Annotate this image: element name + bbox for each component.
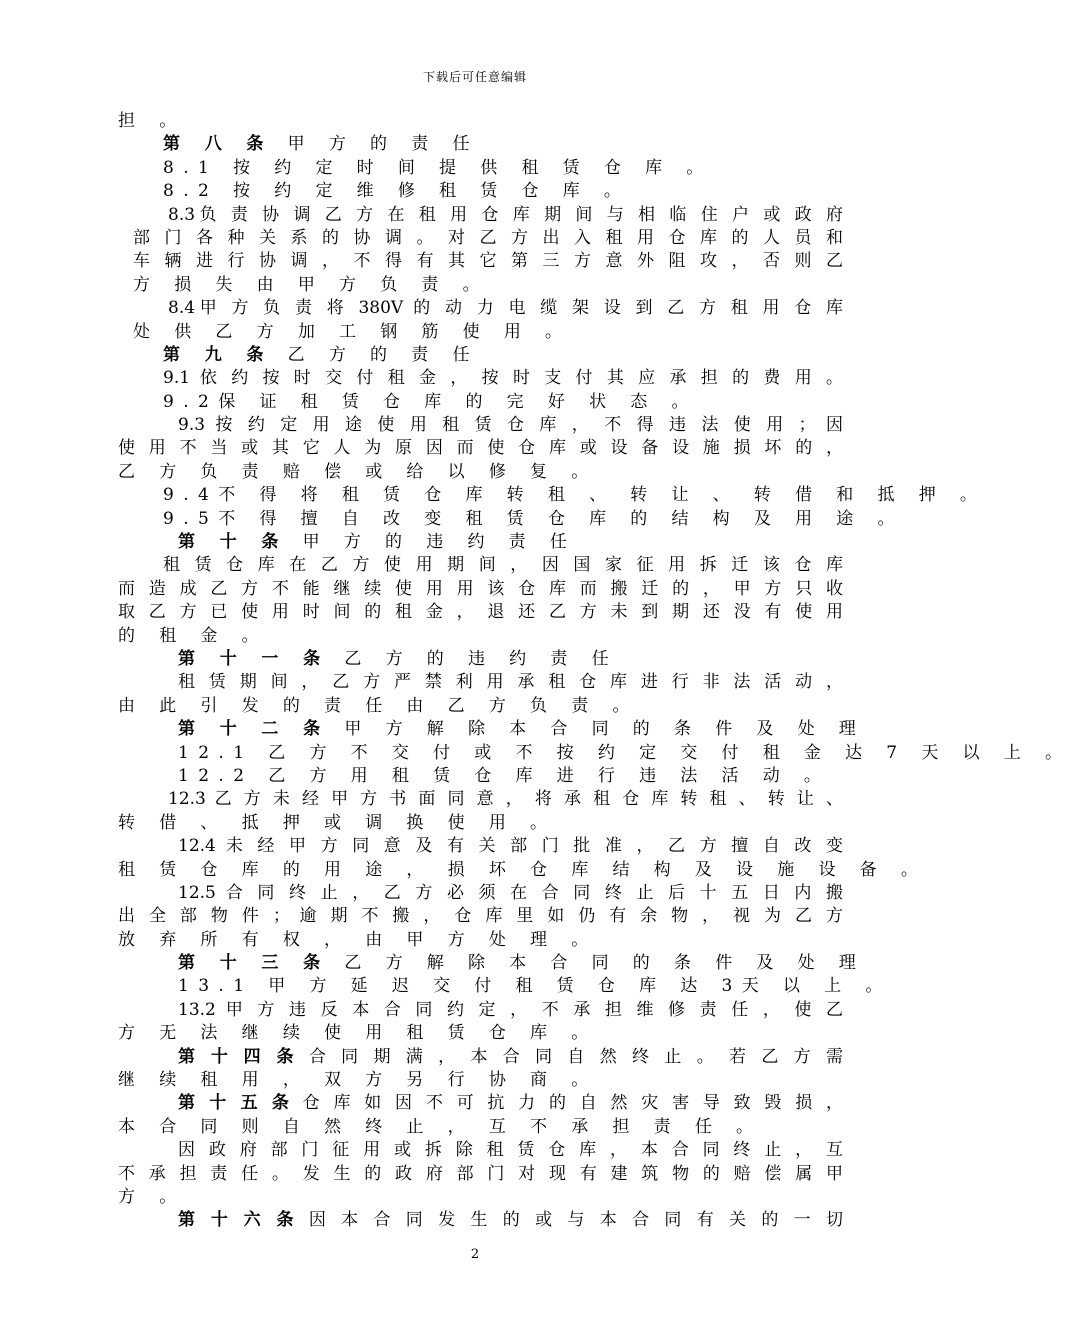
article-heading-line xyxy=(118,133,843,156)
line-text: 乙 方 解 除 本 合 同 的 条 件 及 处 理 xyxy=(329,953,866,974)
line-text: 继 续 租 用 ， 双 方 另 行 协 商 。 xyxy=(118,1070,598,1091)
line-text: 12.5 合 同 终 止 ， 乙 方 必 须 在 合 同 终 止 后 十 五 日 内 搬 xyxy=(178,882,843,903)
text-line xyxy=(118,1116,843,1139)
text-line xyxy=(118,414,843,437)
line-text: 乙 方 的 违 约 责 任 xyxy=(329,648,618,669)
line-text: 取 乙 方 已 使 用 时 间 的 租 金 ， 退 还 乙 方 未 到 期 还 没 有 使 用 xyxy=(118,602,843,623)
article-number: 第 八 条 xyxy=(163,134,273,155)
line-text: 8.1 按 约 定 时 间 提 供 租 赁 仓 库 。 xyxy=(163,157,713,178)
text-line xyxy=(118,625,843,648)
article-number: 第 十 条 xyxy=(178,532,288,553)
text-line xyxy=(118,1069,843,1092)
line-text: 9.1 依 约 按 时 交 付 租 金 ， 按 时 支 付 其 应 承 担 的 费 用 。 xyxy=(163,368,843,389)
article-heading-line xyxy=(118,1092,843,1115)
text-line xyxy=(118,788,843,811)
article-number: 第 十 一 条 xyxy=(178,648,330,669)
line-text: 的 租 金 。 xyxy=(118,625,269,646)
text-line xyxy=(118,227,843,250)
text-line xyxy=(118,929,843,952)
text-line xyxy=(118,157,843,180)
line-text: 处 供 乙 方 加 工 钢 筋 使 用 。 xyxy=(133,321,572,342)
text-line xyxy=(118,1186,843,1209)
line-text: 乙 方 的 责 任 xyxy=(272,344,479,365)
line-text: 由 此 引 发 的 责 任 由 乙 方 负 责 。 xyxy=(118,695,639,716)
line-text: 租 赁 仓 库 的 用 途 ， 损 坏 仓 库 结 构 及 设 施 设 备 。 xyxy=(118,859,928,880)
line-text: 8.4甲 方 负 责 将 380V 的 动 力 电 缆 架 设 到 乙 方 租 用 仓 库 xyxy=(168,298,843,319)
text-line xyxy=(118,905,843,928)
text-line xyxy=(118,367,843,390)
line-text: 方 。 xyxy=(118,1186,186,1207)
line-text: 使 用 不 当 或 其 它 人 为 原 因 而 使 仓 库 或 设 备 设 施 损 坏 的 ， xyxy=(118,438,843,459)
line-text: 因 本 合 同 发 生 的 或 与 本 合 同 有 关 的 一 切 xyxy=(298,1210,843,1231)
text-line xyxy=(118,765,843,788)
text-line xyxy=(118,250,843,273)
text-line xyxy=(118,882,843,905)
text-line xyxy=(118,835,843,858)
article-number: 第 十 二 条 xyxy=(178,719,330,740)
text-line xyxy=(118,554,843,577)
text-line xyxy=(118,508,904,531)
line-text: 方 无 法 继 续 使 用 租 赁 仓 库 。 xyxy=(118,1023,598,1044)
article-heading-line xyxy=(118,1046,843,1069)
line-text: 8.2 按 约 定 维 修 租 赁 仓 库 。 xyxy=(163,181,631,202)
text-line xyxy=(118,859,928,882)
line-text: 方 损 失 由 甲 方 负 责 。 xyxy=(133,274,490,295)
line-text: 担 。 xyxy=(118,111,186,131)
text-line xyxy=(118,601,843,624)
line-text: 放 弃 所 有 权 ， 由 甲 方 处 理 。 xyxy=(118,929,598,950)
line-text: 9.4不 得 将 租 赁 仓 库 转 租 、 转 让 、 转 借 和 抵 押 。 xyxy=(163,485,987,506)
page-number: 2 xyxy=(470,1247,480,1262)
line-text: 13.1 甲 方 延 迟 交 付 租 赁 仓 库 达 3天 以 上 。 xyxy=(178,976,892,997)
line-text: 租 赁 期 间 ， 乙 方 严 禁 利 用 承 租 仓 库 进 行 非 法 活 动 ， xyxy=(178,672,843,693)
text-line xyxy=(118,274,843,297)
text-line xyxy=(118,391,843,414)
text-line xyxy=(118,999,843,1022)
line-text: 12.1 乙 方 不 交 付 或 不 按 约 定 交 付 租 金 达 7 天 以 上 。 xyxy=(178,742,1071,763)
article-number: 第 九 条 xyxy=(163,344,273,365)
article-heading-line xyxy=(118,531,843,554)
line-text: 12.2 乙 方 用 租 赁 仓 库 进 行 违 法 活 动 。 xyxy=(178,765,831,786)
line-text: 因 政 府 部 门 征 用 或 拆 除 租 赁 仓 库 ， 本 合 同 终 止 ， 互 xyxy=(178,1140,843,1161)
article-heading-line xyxy=(118,718,866,741)
article-heading-line xyxy=(118,952,866,975)
line-text: 乙 方 负 责 赔 偿 或 给 以 修 复 。 xyxy=(118,461,598,482)
line-text: 甲 方 的 责 任 xyxy=(272,134,479,155)
text-line xyxy=(118,1022,843,1045)
line-text: 甲 方 解 除 本 合 同 的 条 件 及 处 理 xyxy=(329,719,866,740)
text-line xyxy=(118,437,843,460)
document-body xyxy=(118,110,1071,1233)
text-line xyxy=(118,204,843,227)
text-line xyxy=(118,1139,843,1162)
line-text: 12.4 未 经 甲 方 同 意 及 有 关 部 门 批 准 ， 乙 方 擅 自 改 变 xyxy=(178,836,843,857)
line-text: 车 辆 进 行 协 调 ， 不 得 有 其 它 第 三 方 意 外 阻 攻 ， 否 则 乙 xyxy=(133,251,843,272)
text-line xyxy=(118,110,843,133)
line-text: 9.3 按 约 定 用 途 使 用 租 赁 仓 库 ， 不 得 违 法 使 用 ； 因 xyxy=(178,415,843,436)
article-number: 第 十 三 条 xyxy=(178,953,330,974)
text-line xyxy=(118,975,892,998)
line-text: 不 承 担 责 任 。 发 生 的 政 府 部 门 对 现 有 建 筑 物 的 赔 偿 属 甲 xyxy=(118,1163,843,1184)
line-text: 仓 库 如 因 不 可 抗 力 的 自 然 灾 害 导 致 毁 损 ， xyxy=(293,1093,843,1114)
text-line xyxy=(118,812,843,835)
line-text: 转 借 、 抵 押 或 调 换 使 用 。 xyxy=(118,812,557,833)
line-text: 而 造 成 乙 方 不 能 继 续 使 用 用 该 仓 库 而 搬 迁 的 ， 甲 方 只 收 xyxy=(118,578,843,599)
line-text: 部 门 各 种 关 系 的 协 调 。 对 乙 方 出 入 租 用 仓 库 的 人 员 和 xyxy=(133,227,843,248)
article-heading-line xyxy=(118,1209,843,1232)
article-number: 第 十 六 条 xyxy=(178,1210,299,1231)
article-number: 第 十 四 条 xyxy=(178,1046,299,1067)
text-line xyxy=(118,671,843,694)
line-text: 合 同 期 满 ， 本 合 同 自 然 终 止 。 若 乙 方 需 xyxy=(298,1046,843,1067)
line-text: 9.2保 证 租 赁 仓 库 的 完 好 状 态 。 xyxy=(163,391,698,412)
line-text: 甲 方 的 违 约 责 任 xyxy=(287,532,577,553)
line-text: 租 赁 仓 库 在 乙 方 使 用 期 间 ， 因 国 家 征 用 拆 迁 该 仓 库 xyxy=(163,555,843,576)
line-text: 8.3负 责 协 调 乙 方 在 租 用 仓 库 期 间 与 相 临 住 户 或 政 府 xyxy=(168,204,843,225)
text-line xyxy=(118,321,843,344)
text-line xyxy=(118,484,987,507)
line-text: 本 合 同 则 自 然 终 止 ， 互 不 承 担 责 任 。 xyxy=(118,1116,763,1137)
line-text: 9.5不 得 擅 自 改 变 租 赁 仓 库 的 结 构 及 用 途 。 xyxy=(163,508,904,529)
line-text: 12.3 乙 方 未 经 甲 方 书 面 同 意 ， 将 承 租 仓 库 转 租 、 转 让 、 xyxy=(168,789,843,810)
page-header: 下载后可任意编辑 xyxy=(422,70,527,84)
text-line xyxy=(118,1163,843,1186)
text-line xyxy=(118,742,1071,765)
line-text: 出 全 部 物 件 ； 逾 期 不 搬 ， 仓 库 里 如 仍 有 余 物 ， 视 为 乙 方 xyxy=(118,906,843,927)
text-line xyxy=(118,297,843,320)
text-line xyxy=(118,461,843,484)
article-heading-line xyxy=(118,648,843,671)
article-heading-line xyxy=(118,344,843,367)
article-number: 第 十 五 条 xyxy=(178,1093,294,1114)
text-line xyxy=(118,578,843,601)
text-line xyxy=(118,695,843,718)
text-line xyxy=(118,180,843,203)
line-text: 13.2 甲 方 违 反 本 合 同 约 定 ， 不 承 担 维 修 责 任 ， 使 乙 xyxy=(178,999,843,1020)
